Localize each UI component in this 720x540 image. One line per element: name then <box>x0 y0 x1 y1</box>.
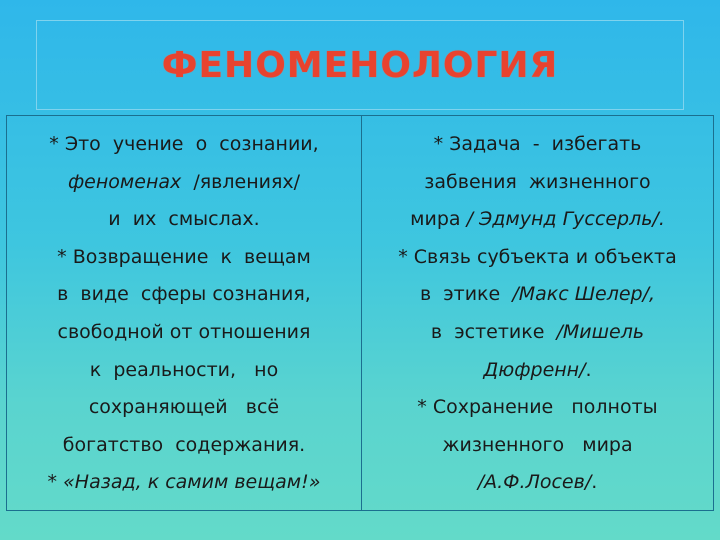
left-line-10-quote: «Назад, к самим вещам!» <box>63 471 321 494</box>
right-line-6 <box>362 314 713 352</box>
right-line-3 <box>362 201 713 239</box>
left-line-10 <box>7 464 361 502</box>
left-line-2-rest: /явлениях/ <box>181 170 301 193</box>
right-line-10-author: /А.Ф.Лосев/ <box>477 471 592 494</box>
right-line-7-author: Дюфренн/ <box>483 358 586 381</box>
right-line-5 <box>362 276 713 314</box>
left-line-2-italic: феноменах <box>67 170 182 193</box>
left-line-10-bullet: * <box>47 471 64 494</box>
left-line-4: * Возвращение к вещам <box>57 245 311 268</box>
right-line-5-author: /Макс Шелер/, <box>512 283 656 306</box>
title-box <box>36 20 684 110</box>
right-line-10-period: . <box>591 471 598 494</box>
right-line-7-period: . <box>585 358 592 381</box>
right-column <box>362 116 713 510</box>
left-line-3: и их смыслах. <box>108 208 260 231</box>
left-column <box>7 116 362 510</box>
left-line-2 <box>7 164 361 202</box>
right-line-5-text: в этике <box>419 283 513 306</box>
slide-title: ФЕНОМЕНОЛОГИЯ <box>161 44 559 86</box>
right-line-3-author: / Эдмунд Гуссерль/. <box>466 208 665 231</box>
right-line-8: * Сохранение полноты <box>417 396 658 419</box>
left-line-1: * Это учение о сознании, <box>49 133 319 155</box>
right-line-7 <box>362 352 713 390</box>
left-line-6: свободной от отношения <box>57 320 311 343</box>
right-line-2: забвения жизненного <box>424 170 651 193</box>
left-line-5: в виде сферы сознания, <box>57 283 311 306</box>
left-line-8: сохраняющей всё <box>88 396 280 419</box>
right-line-6-author: /Мишель <box>556 320 645 343</box>
right-line-1: * Задача - избегать <box>433 133 642 155</box>
left-line-7: к реальности, но <box>89 358 279 381</box>
right-line-6-text: в эстетике <box>430 320 557 343</box>
right-line-9: жизненного мира <box>442 433 633 456</box>
right-line-10 <box>362 464 713 502</box>
content-table <box>6 115 714 511</box>
right-line-4: * Связь субъекта и объекта <box>398 245 677 268</box>
left-line-9: богатство содержания. <box>62 433 306 456</box>
right-line-3-text: мира <box>410 208 467 231</box>
